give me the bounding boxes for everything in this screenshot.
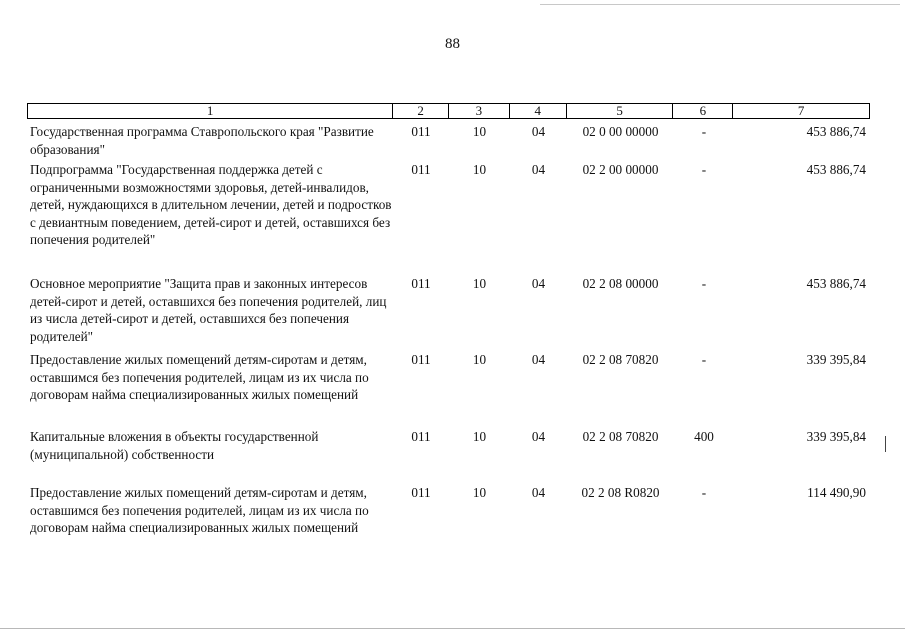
row-col-5: 02 2 00 00000 — [582, 162, 659, 177]
row-col-2: 011 — [411, 276, 431, 291]
row-col-6: 400 — [694, 429, 714, 444]
scan-mark — [885, 436, 886, 452]
row-col-4: 04 — [531, 162, 546, 177]
row-name: Капитальные вложения в объекты государственной (муниципальной) собственности — [30, 429, 319, 462]
header-col-3: 3 — [449, 104, 510, 118]
row-col-6: - — [701, 276, 707, 291]
header-col-6: 6 — [673, 104, 733, 118]
row-col-3: 10 — [472, 485, 487, 500]
row-col-3: 10 — [472, 352, 487, 367]
row-name: Подпрограмма "Государственная поддержка детей с ограниченными возможностями здоровья, детей-инвалидов, детей, нуждающихся в длительном лечении, детей и подростков с девиантным поведением, детей-сирот и детей, оставшихся без попечения родителей" — [30, 162, 392, 248]
row-col-2: 011 — [411, 429, 431, 444]
row-col-6: - — [701, 352, 707, 367]
row-col-2: 011 — [411, 124, 431, 139]
row-col-7: 453 886,74 — [806, 276, 866, 291]
table-row — [27, 275, 870, 345]
row-col-6: - — [701, 485, 707, 500]
row-col-2: 011 — [411, 485, 431, 500]
table-row — [27, 351, 870, 404]
row-col-4: 04 — [531, 276, 546, 291]
row-col-2: 011 — [411, 352, 431, 367]
row-col-7: 339 395,84 — [806, 352, 866, 367]
row-col-5: 02 2 08 00000 — [582, 276, 659, 291]
scan-edge-top — [540, 4, 900, 5]
row-name: Предоставление жилых помещений детям-сиротам и детям, оставшимся без попечения родителей, лицам из их числа по договорам найма специализированных жилых помещений — [30, 485, 369, 536]
row-col-7: 339 395,84 — [806, 429, 866, 444]
row-col-5: 02 2 08 70820 — [582, 429, 659, 444]
row-col-5: 02 2 08 R0820 — [581, 485, 660, 500]
table-header — [27, 103, 870, 119]
row-col-4: 04 — [531, 352, 546, 367]
header-col-4: 4 — [510, 104, 567, 118]
row-col-2: 011 — [411, 162, 431, 177]
row-col-3: 10 — [472, 124, 487, 139]
row-col-7: 453 886,74 — [806, 162, 866, 177]
row-col-3: 10 — [472, 162, 487, 177]
row-col-4: 04 — [531, 485, 546, 500]
header-col-1: 1 — [28, 104, 393, 118]
header-col-5: 5 — [567, 104, 674, 118]
row-col-7: 114 490,90 — [807, 485, 866, 500]
table-row — [27, 428, 870, 463]
row-name: Предоставление жилых помещений детям-сиротам и детям, оставшимся без попечения родителей, лицам из их числа по договорам найма специализированных жилых помещений — [30, 352, 369, 403]
row-name: Основное мероприятие "Защита прав и законных интересов детей-сирот и детей, оставшихся без попечения родителей, лиц из числа детей-сирот и детей, оставшихся без попечения родителей" — [30, 276, 387, 344]
row-col-3: 10 — [472, 429, 487, 444]
header-col-2: 2 — [393, 104, 449, 118]
table-row — [27, 123, 870, 158]
row-col-3: 10 — [472, 276, 487, 291]
row-name: Государственная программа Ставропольского края "Развитие образования" — [30, 124, 374, 157]
page-number: 88 — [445, 36, 460, 52]
row-col-4: 04 — [531, 429, 546, 444]
row-col-6: - — [701, 162, 707, 177]
row-col-5: 02 2 08 70820 — [582, 352, 659, 367]
table-row — [27, 484, 870, 537]
row-col-6: - — [701, 124, 707, 139]
table-row — [27, 161, 870, 249]
row-col-4: 04 — [531, 124, 546, 139]
row-col-5: 02 0 00 00000 — [582, 124, 659, 139]
row-col-7: 453 886,74 — [806, 124, 866, 139]
scan-edge-bottom — [0, 628, 905, 629]
header-col-7: 7 — [797, 103, 805, 118]
